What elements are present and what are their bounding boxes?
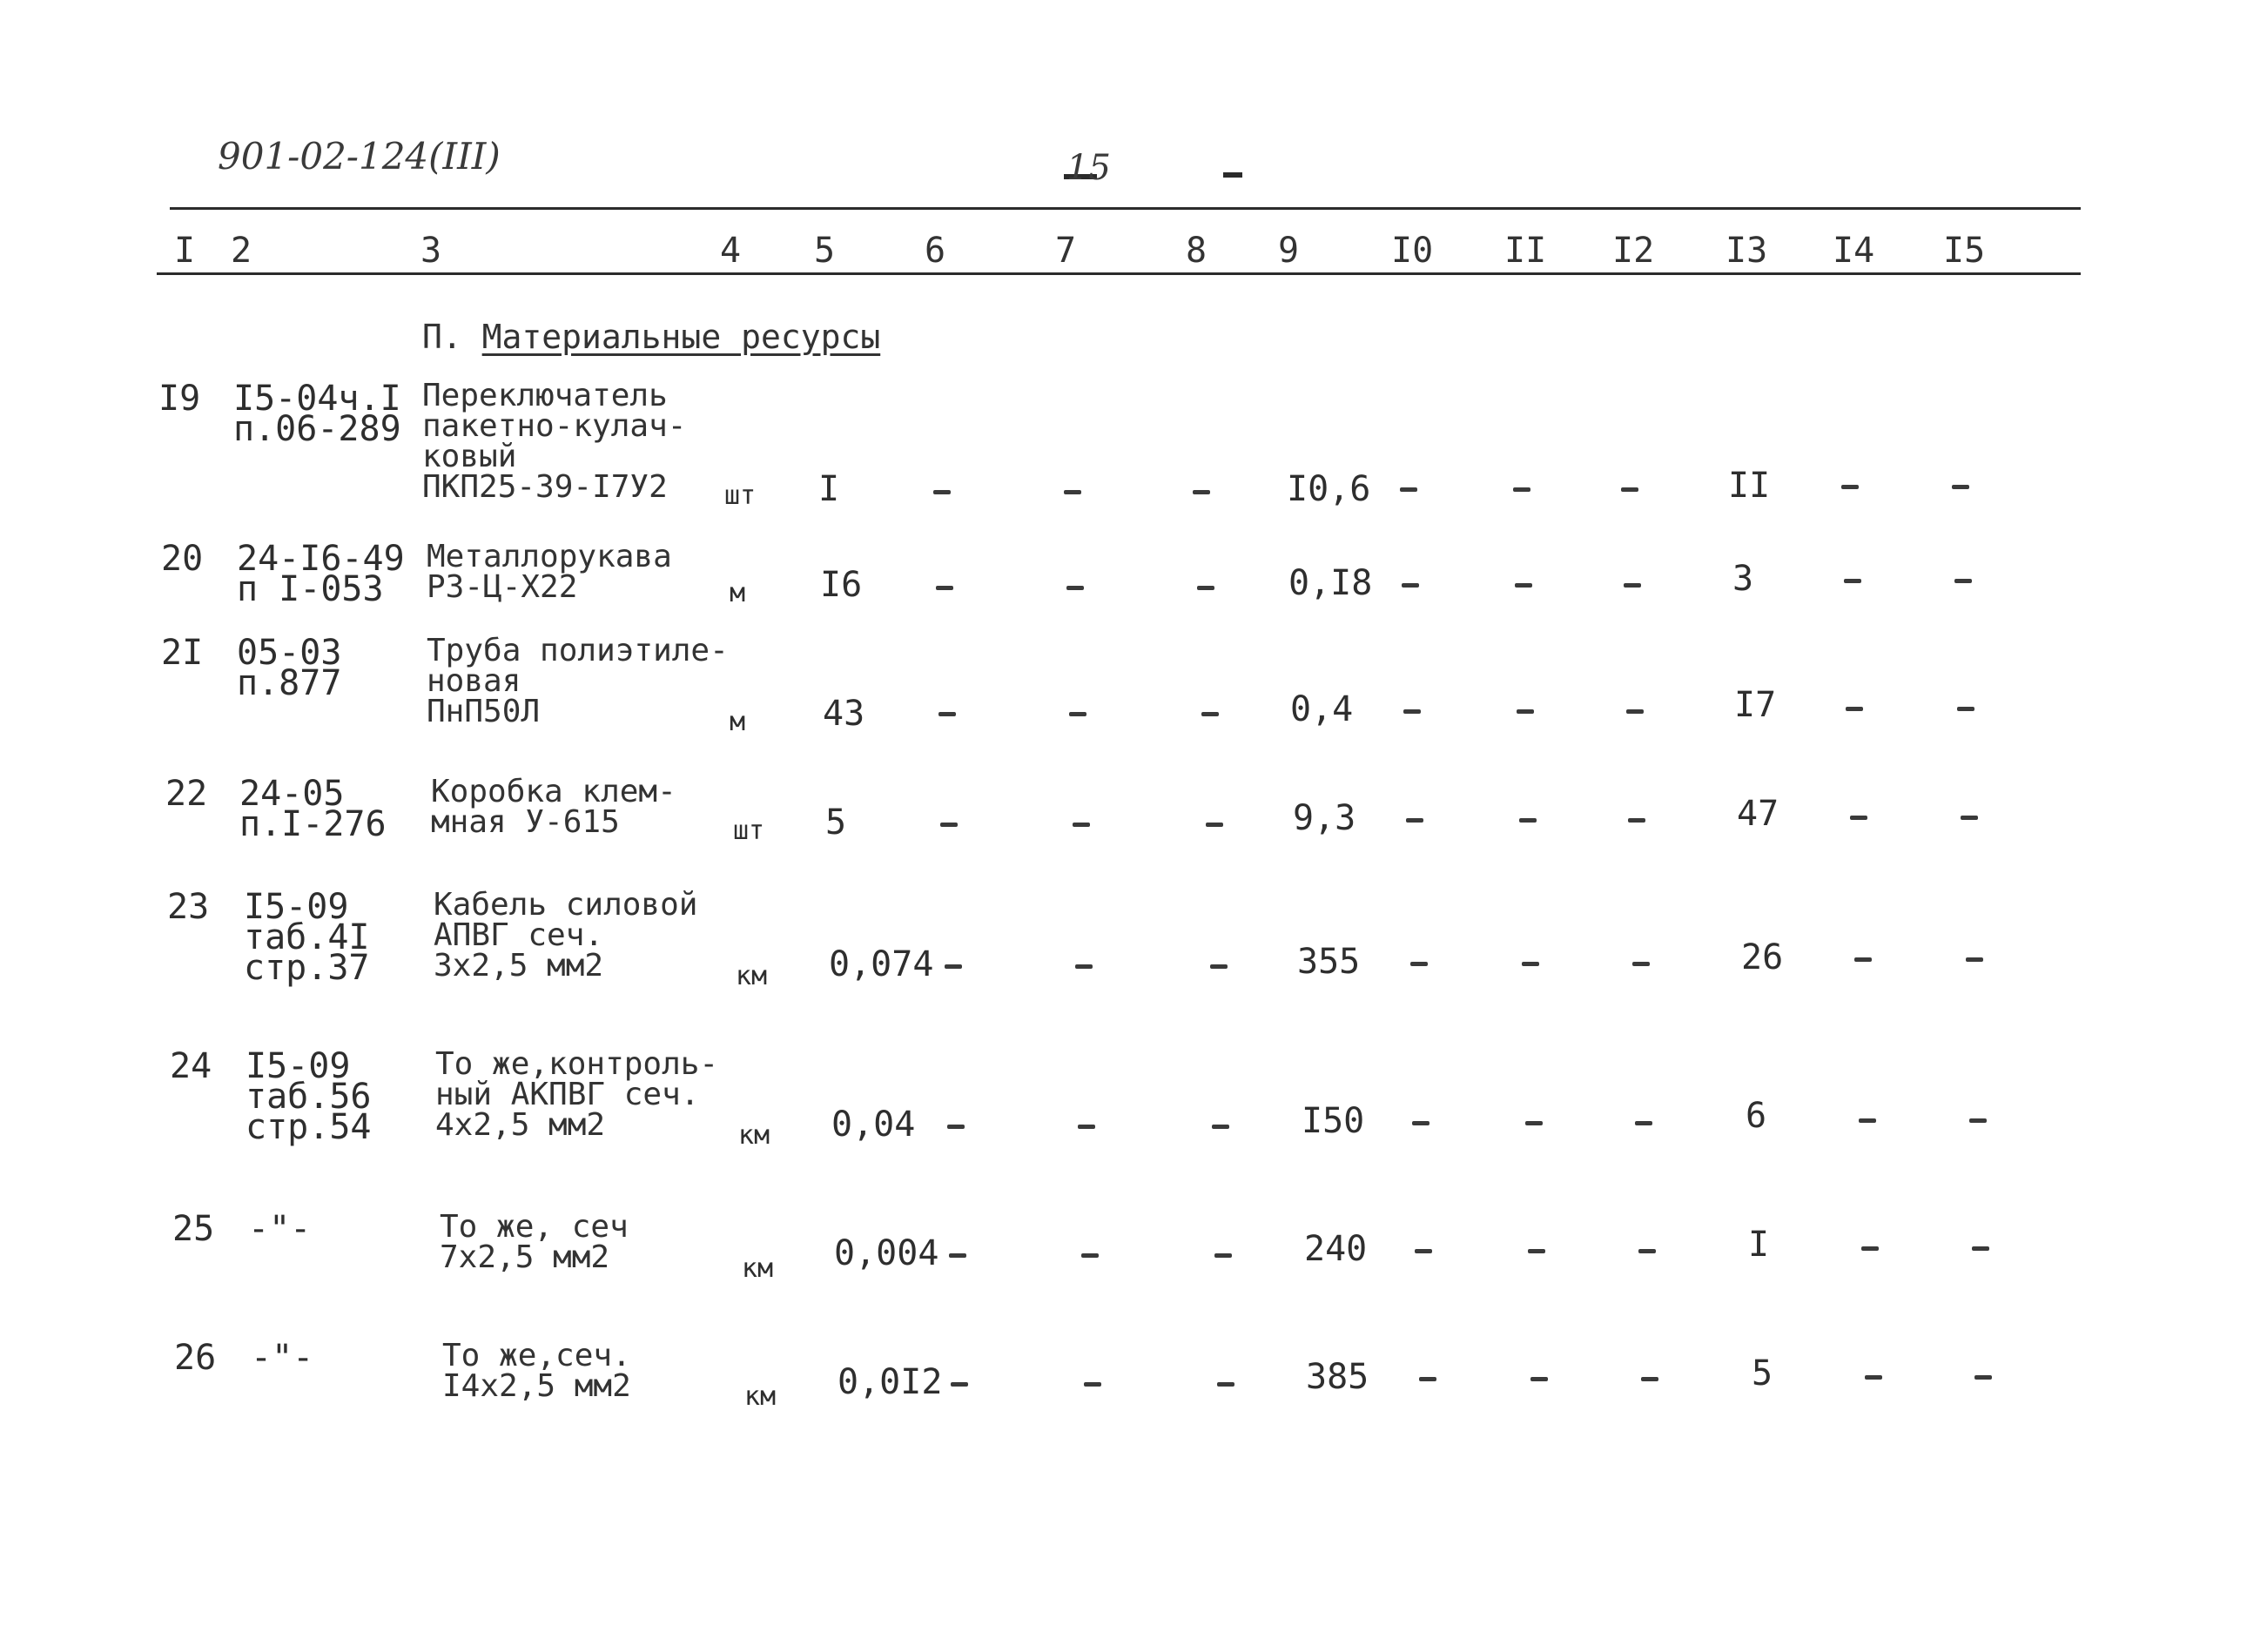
section-prefix: П. — [422, 318, 462, 356]
column-header: I3 — [1725, 231, 1768, 271]
dash-mark — [1197, 586, 1214, 590]
row-name-line: 7х2,5 мм2 — [440, 1239, 610, 1275]
column-header: 2 — [231, 231, 252, 271]
row-name-line: ковый — [422, 439, 517, 474]
dash-mark — [1632, 962, 1650, 966]
dash-mark — [1066, 586, 1084, 590]
dash-mark — [1974, 1375, 1992, 1380]
row-code-line: таб.4I — [244, 917, 370, 957]
row-quantity: 0,04 — [831, 1105, 916, 1145]
row-unit: км — [744, 1381, 777, 1412]
dash-mark — [945, 964, 962, 969]
dash-mark — [1406, 818, 1423, 823]
row-total: I — [1748, 1225, 1770, 1265]
row-total: 3 — [1732, 559, 1754, 599]
row-name-line: АПВГ сеч. — [434, 917, 604, 953]
dash-mark — [1214, 1253, 1232, 1258]
row-name-line: То же,контроль- — [435, 1046, 719, 1082]
column-header: I — [174, 231, 196, 271]
dash-mark — [1626, 709, 1644, 714]
section-name: Материальные ресурсы — [481, 318, 881, 356]
dash-mark — [1844, 579, 1861, 583]
dash-mark — [1638, 1249, 1656, 1253]
row-price: 0,4 — [1290, 689, 1354, 729]
row-number: I9 — [158, 379, 201, 419]
row-quantity: 0,004 — [834, 1233, 939, 1273]
dash-mark — [1846, 707, 1863, 711]
row-quantity: I6 — [820, 565, 863, 605]
column-header: I4 — [1833, 231, 1875, 271]
dash-mark — [938, 712, 956, 716]
dash-mark — [1402, 583, 1419, 588]
page-number-dash-right — [1223, 172, 1242, 178]
row-number: 26 — [174, 1338, 217, 1378]
row-code-line: п.I-276 — [239, 804, 387, 844]
row-code-line: стр.37 — [244, 948, 370, 988]
row-total: 5 — [1752, 1353, 1773, 1393]
row-price: 355 — [1297, 942, 1361, 982]
dash-mark — [1073, 823, 1090, 827]
row-code-line: таб.56 — [246, 1077, 372, 1117]
row-quantity: 43 — [823, 694, 865, 734]
dash-mark — [1210, 964, 1228, 969]
row-total: 6 — [1746, 1096, 1767, 1136]
dash-mark — [1854, 957, 1872, 962]
dash-mark — [1400, 487, 1417, 492]
row-number: 20 — [161, 539, 204, 579]
row-quantity: I — [818, 469, 840, 509]
dash-mark — [1952, 485, 1969, 489]
row-name-line: пакетно-кулач- — [422, 408, 687, 444]
dash-mark — [1410, 962, 1428, 966]
row-unit: м — [730, 707, 746, 737]
row-code-line: стр.54 — [246, 1107, 372, 1147]
dash-mark — [940, 823, 958, 827]
dash-mark — [951, 1382, 968, 1387]
dash-mark — [949, 1253, 966, 1258]
dash-mark — [1525, 1121, 1543, 1125]
column-header: 5 — [814, 231, 836, 271]
row-number: 24 — [170, 1046, 212, 1086]
row-name-line: I4х2,5 мм2 — [442, 1368, 631, 1404]
row-unit: шт — [733, 816, 765, 846]
row-number: 25 — [172, 1209, 215, 1249]
dash-mark — [1415, 1249, 1432, 1253]
row-name-line: ПКП25-39-I7У2 — [422, 469, 668, 505]
row-code-line: п.877 — [237, 663, 342, 703]
row-price: 0,I8 — [1288, 563, 1373, 603]
dash-mark — [1069, 712, 1086, 716]
row-total: II — [1728, 466, 1771, 506]
column-header: I2 — [1612, 231, 1655, 271]
column-header: II — [1504, 231, 1547, 271]
column-header: I5 — [1943, 231, 1986, 271]
dash-mark — [1201, 712, 1219, 716]
column-header: 9 — [1278, 231, 1300, 271]
row-code-line: п.06-289 — [233, 409, 401, 449]
row-code-line: I5-09 — [244, 887, 349, 927]
row-code-line: 05-03 — [237, 633, 342, 673]
dash-mark — [1530, 1377, 1548, 1381]
row-price: 9,3 — [1293, 798, 1356, 838]
row-code-line: -"- — [251, 1338, 314, 1378]
dash-mark — [936, 586, 953, 590]
row-price: I50 — [1302, 1101, 1365, 1141]
header-rule-top — [170, 207, 2081, 210]
row-name-line: ПнП50Л — [427, 694, 541, 729]
row-number: 2I — [161, 633, 204, 673]
column-header: 4 — [720, 231, 742, 271]
dash-mark — [1957, 707, 1974, 711]
dash-mark — [1865, 1375, 1882, 1380]
dash-mark — [947, 1125, 965, 1129]
dash-mark — [1861, 1246, 1879, 1251]
row-code-line: I5-04ч.I — [233, 379, 401, 419]
row-unit: км — [742, 1253, 774, 1284]
row-code-line: 24-I6-49 — [237, 539, 405, 579]
row-quantity: 5 — [825, 802, 847, 843]
dash-mark — [1515, 583, 1532, 588]
row-name-line: Кабель силовой — [434, 887, 698, 923]
dash-mark — [1621, 487, 1638, 492]
column-header: 7 — [1055, 231, 1077, 271]
row-name-line: РЗ-Ц-Х22 — [427, 569, 578, 605]
row-code-line: 24-05 — [239, 774, 345, 814]
row-number: 23 — [167, 887, 210, 927]
dash-mark — [1519, 818, 1537, 823]
row-name-line: То же,сеч. — [442, 1338, 631, 1373]
dash-mark — [1859, 1118, 1876, 1123]
dash-mark — [1641, 1377, 1658, 1381]
row-name-line: Труба полиэтиле- — [427, 633, 729, 668]
dash-mark — [1850, 816, 1867, 820]
dash-mark — [1412, 1121, 1429, 1125]
dash-mark — [1193, 490, 1210, 494]
dash-mark — [1635, 1121, 1652, 1125]
row-quantity: 0,0I2 — [838, 1362, 943, 1402]
row-name-line: 3х2,5 мм2 — [434, 948, 604, 984]
dash-mark — [1078, 1125, 1095, 1129]
row-unit: км — [736, 961, 768, 991]
header-rule-bottom — [157, 272, 2081, 275]
row-name-line: То же, сеч — [440, 1209, 629, 1245]
row-price: 240 — [1304, 1229, 1368, 1269]
document-code: 901-02-124(III) — [218, 135, 501, 178]
row-price: 385 — [1306, 1357, 1369, 1397]
dash-mark — [1972, 1246, 1989, 1251]
dash-mark — [1624, 583, 1641, 588]
dash-mark — [1517, 709, 1534, 714]
column-header: I0 — [1391, 231, 1434, 271]
dash-mark — [1961, 816, 1978, 820]
row-total: I7 — [1734, 685, 1777, 725]
column-header: 3 — [420, 231, 442, 271]
row-unit: шт — [724, 480, 757, 511]
dash-mark — [1081, 1253, 1099, 1258]
column-header: 6 — [925, 231, 946, 271]
row-total: 47 — [1737, 794, 1779, 834]
dash-mark — [1954, 579, 1972, 583]
dash-mark — [1212, 1125, 1229, 1129]
dash-mark — [1419, 1377, 1436, 1381]
row-code-line: п I-053 — [237, 569, 384, 609]
row-unit: м — [730, 578, 746, 608]
dash-mark — [1075, 964, 1093, 969]
row-name-line: новая — [427, 663, 521, 699]
dash-mark — [1841, 485, 1859, 489]
dash-mark — [1528, 1249, 1545, 1253]
page-number: 15 — [1066, 148, 1111, 188]
dash-mark — [1403, 709, 1421, 714]
row-name-line: ный АКПВГ сеч. — [435, 1077, 700, 1112]
row-code-line: I5-09 — [246, 1046, 351, 1086]
row-name-line: Коробка клем- — [431, 774, 676, 809]
column-header: 8 — [1186, 231, 1207, 271]
row-unit: км — [738, 1120, 770, 1151]
dash-mark — [1969, 1118, 1987, 1123]
dash-mark — [1084, 1382, 1101, 1387]
section-title — [422, 318, 880, 356]
dash-mark — [1628, 818, 1645, 823]
row-name-line: Металлорукава — [427, 539, 672, 574]
dash-mark — [1217, 1382, 1234, 1387]
row-price: I0,6 — [1287, 469, 1371, 509]
dash-mark — [1513, 487, 1530, 492]
row-number: 22 — [165, 774, 208, 814]
row-total: 26 — [1741, 937, 1784, 977]
dash-mark — [1966, 957, 1983, 962]
row-name-line: 4х2,5 мм2 — [435, 1107, 606, 1143]
row-name-line: Переключатель — [422, 378, 668, 413]
dash-mark — [1206, 823, 1223, 827]
dash-mark — [1522, 962, 1539, 966]
row-name-line: мная У-615 — [431, 804, 620, 840]
row-quantity: 0,074 — [829, 944, 934, 984]
row-code-line: -"- — [248, 1209, 312, 1249]
dash-mark — [933, 490, 951, 494]
dash-mark — [1064, 490, 1081, 494]
